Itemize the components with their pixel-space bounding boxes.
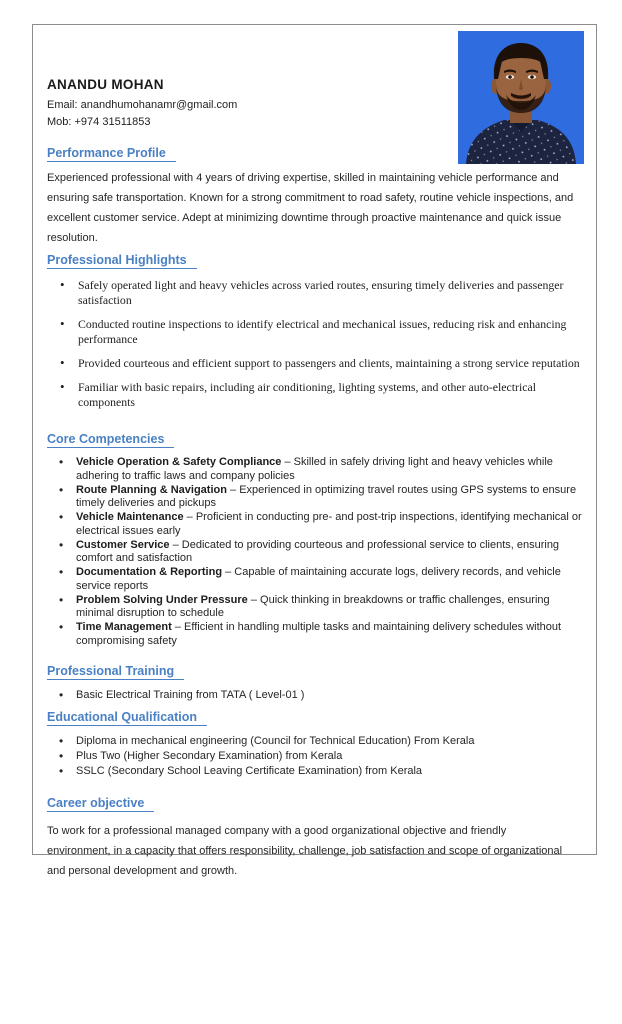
list-item: • Diploma in mechanical engineering (Council for Technical Education) From Kerala [47, 734, 584, 749]
competency-desc: – Skilled in safely driving light and heavy vehicles while adhering to traffic laws and company policies [76, 456, 553, 482]
competency-term: Problem Solving Under Pressure [76, 593, 248, 606]
list-item: • Basic Electrical Training from TATA ( Level-01 ) [47, 688, 584, 703]
competency-term: Time Management [76, 621, 172, 633]
list-item: • Safely operated light and heavy vehicles across varied routes, ensuring timely deliveries and passenger satisfaction [47, 278, 584, 308]
list-item: • Conducted routine inspections to identify electrical and mechanical issues, reducing risk and enhancing performance [47, 317, 584, 347]
competency-desc: – Capable of maintaining accurate logs, delivery records, and vehicle service reports [76, 566, 561, 592]
list-item [47, 484, 584, 511]
list-item [47, 566, 584, 593]
competency-term: Documentation & Reporting [76, 566, 223, 578]
mobile-line: Mob: +974 31511853 [47, 116, 151, 128]
competency-term: Route Planning & Navigation [76, 483, 227, 496]
professional-training-list [47, 688, 584, 703]
list-item [47, 456, 584, 483]
section-heading-educational-qualification: Educational Qualification [47, 710, 207, 726]
section-heading-core-competencies: Core Competencies [47, 432, 174, 448]
competency-desc: – Proficient in conducting pre- and post-trip inspections, identifying mechanical or electrical issues early [76, 511, 582, 537]
competency-desc: – Experienced in optimizing travel routes using GPS systems to ensure timely deliveries and pickups [76, 483, 577, 509]
list-item: • Familiar with basic repairs, including air conditioning, lighting systems, and other auto-electrical components [47, 380, 584, 410]
list-item: • Plus Two (Higher Secondary Examination) from Kerala [47, 749, 584, 764]
section-heading-professional-training: Professional Training [47, 664, 184, 680]
list-item [47, 539, 584, 566]
candidate-name: ANANDU MOHAN [47, 77, 164, 92]
educational-qualification-list [47, 734, 584, 779]
resume-page [32, 24, 597, 877]
section-heading-professional-highlights: Professional Highlights [47, 253, 197, 269]
competency-desc: – Quick thinking in breakdowns or traffic challenges, ensuring minimal disruption to schedule [76, 593, 550, 619]
section-heading-performance-profile: Performance Profile [47, 146, 176, 162]
competency-term: Vehicle Maintenance [76, 511, 184, 523]
section-heading-career-objective: Career objective [47, 796, 154, 812]
list-item [47, 621, 584, 648]
list-item [47, 511, 584, 538]
competency-term: Customer Service [76, 538, 170, 551]
competency-desc: – Dedicated to providing courteous and professional service to clients, ensuring comfort and satisfaction [76, 538, 560, 564]
list-item: • Provided courteous and efficient support to passengers and clients, maintaining a strong service reputation [47, 356, 584, 371]
list-item [47, 594, 584, 621]
competency-term: Vehicle Operation & Safety Compliance [76, 456, 282, 468]
performance-profile-text: Experienced professional with 4 years of driving expertise, skilled in maintaining vehicle performance and ensuring safe transportation. Known for a strong commitment to road safety, routine vehicle inspections, and excellent customer service. Adept at minimizing downtime through proactive maintenance and quick issue resolution. [47, 172, 574, 244]
professional-highlights-list [47, 278, 584, 410]
competency-desc: – Efficient in handling multiple tasks and maintaining delivery schedules without compromising safety [76, 621, 562, 647]
email-line: Email: anandhumohanamr@gmail.com [47, 99, 238, 111]
career-objective-text: To work for a professional managed company with a good organizational objective and friendly environment, in a capacity that offers responsibility, challenge, job satisfaction and scope of organizational and personal development and growth. [47, 824, 563, 877]
list-item: • SSLC (Secondary School Leaving Certificate Examination) from Kerala [47, 764, 584, 779]
core-competencies-list [47, 456, 584, 648]
